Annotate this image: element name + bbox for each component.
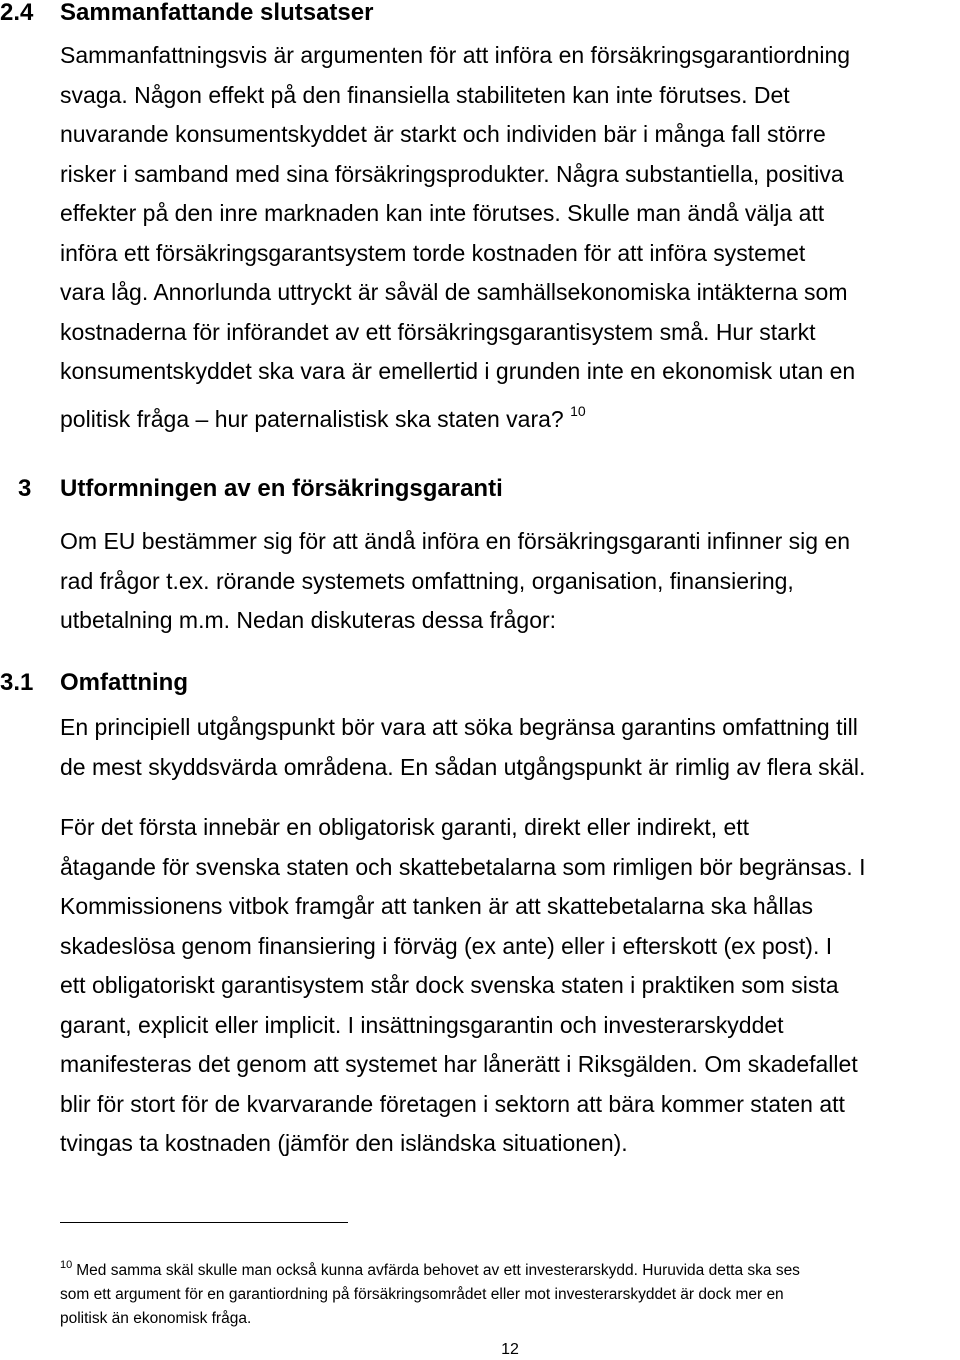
text-line: tvingas ta kostnaden (jämför den isländska situationen). <box>60 1130 628 1156</box>
footnote-separator <box>60 1222 348 1223</box>
section-title: Utformningen av en försäkringsgaranti <box>60 475 503 502</box>
summary-paragraph <box>60 36 960 439</box>
text-line: För det första innebär en obligatorisk garanti, direkt eller indirekt, ett <box>60 814 750 840</box>
text-line: svaga. Någon effekt på den finansiella stabiliteten kan inte förutses. Det <box>60 81 790 108</box>
text-line: garant, explicit eller implicit. I insättningsgarantin och investerarskyddet <box>60 1011 784 1038</box>
section-number: 3 <box>18 475 32 502</box>
footnote-reference[interactable]: 10 <box>570 402 586 419</box>
footnote-line: politisk än ekonomisk fråga. <box>60 1310 252 1327</box>
text-line: Om EU bestämmer sig för att ändå införa en försäkringsgaranti infinner sig en <box>60 528 851 554</box>
text-line-last <box>60 392 960 440</box>
footnote-line <box>60 1253 960 1283</box>
text-line: Kommissionens vitbok framgår att tanken är att skattebetalarna ska hållas <box>60 893 813 919</box>
text-line: En principiell utgångspunkt bör vara att söka begränsa garantins omfattning till <box>60 714 858 740</box>
section-number: 3.1 <box>0 669 34 696</box>
text-line: konsumentskyddet ska vara är emellertid i grunden inte en ekonomisk utan en <box>60 358 856 384</box>
footnote-text: Med samma skäl skulle man också kunna avfärda behovet av ett investerarskydd. Huruvida detta ska ses <box>76 1262 800 1279</box>
text-line: kostnaderna för införandet av ett försäkringsgarantisystem små. Hur starkt <box>60 318 816 345</box>
text-line: effekter på den inre marknaden kan inte förutses. Skulle man ändå välja att <box>60 200 825 226</box>
footnote-line: som ett argument för en garantiordning på försäkringsområdet eller mot investerarskyddet är dock mer en <box>60 1286 784 1303</box>
page-number: 12 <box>501 1341 519 1358</box>
text-line: nuvarande konsumentskyddet är starkt och individen bär i många fall större <box>60 121 826 147</box>
text-line: utbetalning m.m. Nedan diskuteras dessa frågor: <box>60 607 557 633</box>
footnote <box>60 1253 960 1331</box>
scope-paragraph-2 <box>60 808 960 1164</box>
section-title: Sammanfattande slutsatser <box>60 0 374 26</box>
text-line: skadeslösa genom finansiering i förväg (ex ante) eller i efterskott (ex post). I <box>60 932 833 959</box>
text-line: de mest skyddsvärda områdena. En sådan utgångspunkt är rimlig av flera skäl. <box>60 753 866 780</box>
text-line: vara låg. Annorlunda uttryckt är såväl de samhällsekonomiska intäkterna som <box>60 279 848 305</box>
scope-paragraph-1 <box>60 708 960 787</box>
text-line: risker i samband med sina försäkringsprodukter. Några substantiella, positiva <box>60 160 844 187</box>
text-line: åtagande för svenska staten och skattebetalarna som rimligen bör begränsas. I <box>60 853 866 880</box>
text-line: Sammanfattningsvis är argumenten för att införa en försäkringsgarantiordning <box>60 42 851 68</box>
text-line: rad frågor t.ex. rörande systemets omfattning, organisation, finansiering, <box>60 567 794 594</box>
text-line: införa ett försäkringsgarantsystem torde kostnaden för att införa systemet <box>60 239 806 266</box>
text-line: blir för stort för de kvarvarande företagen i sektorn att bära kommer staten att <box>60 1090 845 1117</box>
text-line: manifesteras det genom att systemet har lånerätt i Riksgälden. Om skadefallet <box>60 1051 858 1077</box>
intro-paragraph <box>60 522 960 641</box>
section-number: 2.4 <box>0 0 34 26</box>
footnote-number: 10 <box>60 1259 73 1271</box>
text-line: ett obligatoriskt garantisystem står dock svenska staten i praktiken som sista <box>60 972 839 998</box>
section-title: Omfattning <box>60 669 188 696</box>
text-line: politisk fråga – hur paternalistisk ska staten vara? <box>60 405 564 432</box>
